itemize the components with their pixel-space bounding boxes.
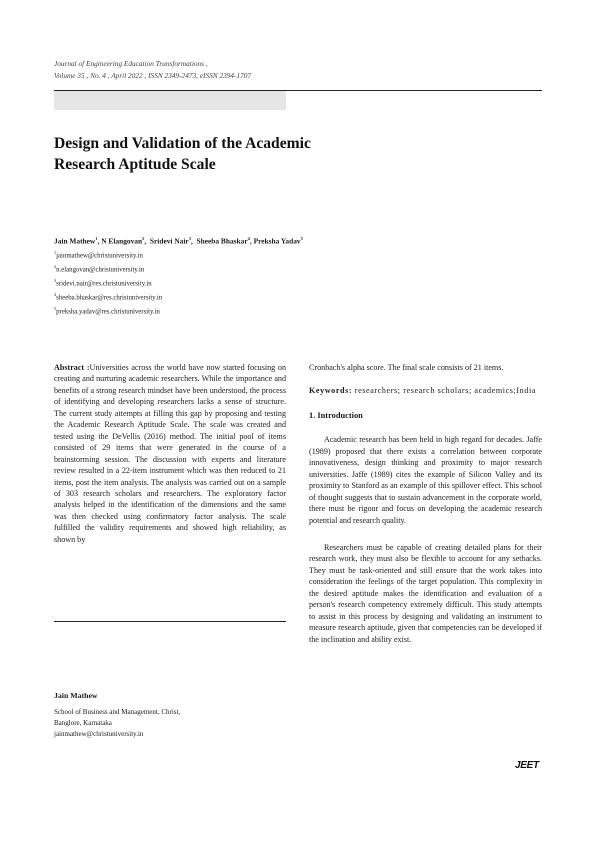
abstract-label: Abstract : <box>54 363 90 372</box>
email-line: $^1$jainmathew@christuniversity.in <box>54 250 143 260</box>
keywords-text: researchers; research scholars; academics;India <box>352 386 537 396</box>
title-line-1: Design and Validation of the Academic <box>54 135 311 152</box>
intro-paragraph-2: Researchers must be capable of creating detailed plans for their research work, they must also be flexible to account for any setbacks. They must be task-oriented and still ensure that the work takes into consideration the feelings of the target population. This complexity in the desired aptitude makes the identification and evaluation of a person's research competency extremely difficult. This study attempts to assist in this process by designing and validating an instrument to measure research aptitude, given that competencies can be developed if the inclination and ability exist. <box>309 542 542 644</box>
author-emails <box>54 248 162 318</box>
keywords-paragraph <box>309 385 542 396</box>
journal-logo: JEET <box>515 760 539 771</box>
email-text[interactable]: jainmathew@christuniversity.in <box>56 252 143 260</box>
email-line: $^3$sridevi.nair@res.christuniversity.in <box>54 278 152 288</box>
corresponding-author-name: Jain Mathew <box>54 691 98 700</box>
author-name: Sheeba Bhaskar <box>196 236 248 246</box>
affiliation-line: Banglore, Karnataka <box>54 718 112 727</box>
abstract-continued: Cronbach's alpha score. The final scale consists of 21 items. <box>309 363 504 372</box>
abstract-rule <box>54 621 286 622</box>
author-sup: 3 <box>188 236 191 241</box>
journal-header <box>54 58 251 82</box>
keywords-label: Keywords: <box>309 386 353 396</box>
header-gray-bar <box>54 91 286 110</box>
section-heading-introduction: 1. Introduction <box>309 410 363 420</box>
paper-title <box>54 133 374 175</box>
author-list: Jain Mathew$^1$, N Elangovan$^2$, Sridevi Nair$^3$, Sheeba Bhaskar$^4$, Preksha Yadav$^5$ <box>54 236 303 246</box>
author-sup: 2 <box>142 236 145 241</box>
journal-name: Journal of Engineering Education Transformations , <box>54 59 208 68</box>
email-text[interactable]: sheeba.bhaskar@res.christuniversity.in <box>56 294 163 302</box>
email-text[interactable]: n.elangovan@christuniversity.in <box>56 266 145 274</box>
affiliation-line: School of Business and Management, Christ, <box>54 708 181 716</box>
author-sup: 5 <box>300 236 303 241</box>
abstract-block <box>54 362 286 545</box>
right-column <box>309 362 542 645</box>
email-line: $^5$preksha.yadav@res.christuniversity.in <box>54 306 160 316</box>
author-name: Preksha Yadav <box>253 236 301 246</box>
abstract-paragraph <box>54 362 286 545</box>
affiliation-email[interactable]: jainmathew@christuniversity.in <box>54 729 144 738</box>
author-sup: 4 <box>247 236 250 241</box>
email-line: $^2$n.elangovan@christuniversity.in <box>54 264 145 274</box>
author-name: Jain Mathew <box>54 236 96 246</box>
author-name: N Elangovan <box>101 236 143 246</box>
journal-volume: Volume 35 , No. 4 , April 2022 , ISSN 2349-2473, eISSN 2394-1707 <box>54 71 252 80</box>
abstract-text: Universities across the world have now started focusing on creating and nurturing academic researchers. While the importance and benefits of a strong research mindset have been understood, the process of identifying and developing researchers lacks a sense of structure. The current study attempts at filling this gap by proposing and testing the Academic Research Aptitude Scale. The scale was created and tested using the DeVellis (2016) method. The initial pool of items consisted of 29 items that were generated in the course of a brainstorming session. The discussion with experts and literature review resulted in a 22-item instrument which was then reduced to 21 items, post the item analysis. The analysis was carried out on a sample of 303 research scholars and researchers. The exploratory factor analysis helped in the identification of the dimensions and the same was then checked using confirmatory factor analysis. The scale fulfilled the validity requirements and showed high reliability, as shown by <box>54 363 286 544</box>
email-line: $^4$sheeba.bhaskar@res.christuniversity.in <box>54 292 163 302</box>
corresponding-author-affiliation <box>54 707 284 739</box>
email-text[interactable]: preksha.yadav@res.christuniversity.in <box>56 308 160 316</box>
author-sup: 1 <box>95 236 98 241</box>
email-text[interactable]: sridevi.nair@res.christuniversity.in <box>56 280 152 288</box>
title-line-2: Research Aptitude Scale <box>54 156 216 173</box>
author-name: Sridevi Nair <box>149 236 189 246</box>
intro-paragraph-1: Academic research has been held in high regard for decades. Jaffe (1989) proposed that there exists a correlation between corporate innovativeness, design thinking and proximity to major research universities. Jaffe (1989) cites the example of Silicon Valley and its proximity to Stanford as an example of this spillover effect. This school of thought suggests that to sustain advancement in the corporate world, there must be rigour and focus on developing the academic research potential and research quality. <box>309 435 542 525</box>
